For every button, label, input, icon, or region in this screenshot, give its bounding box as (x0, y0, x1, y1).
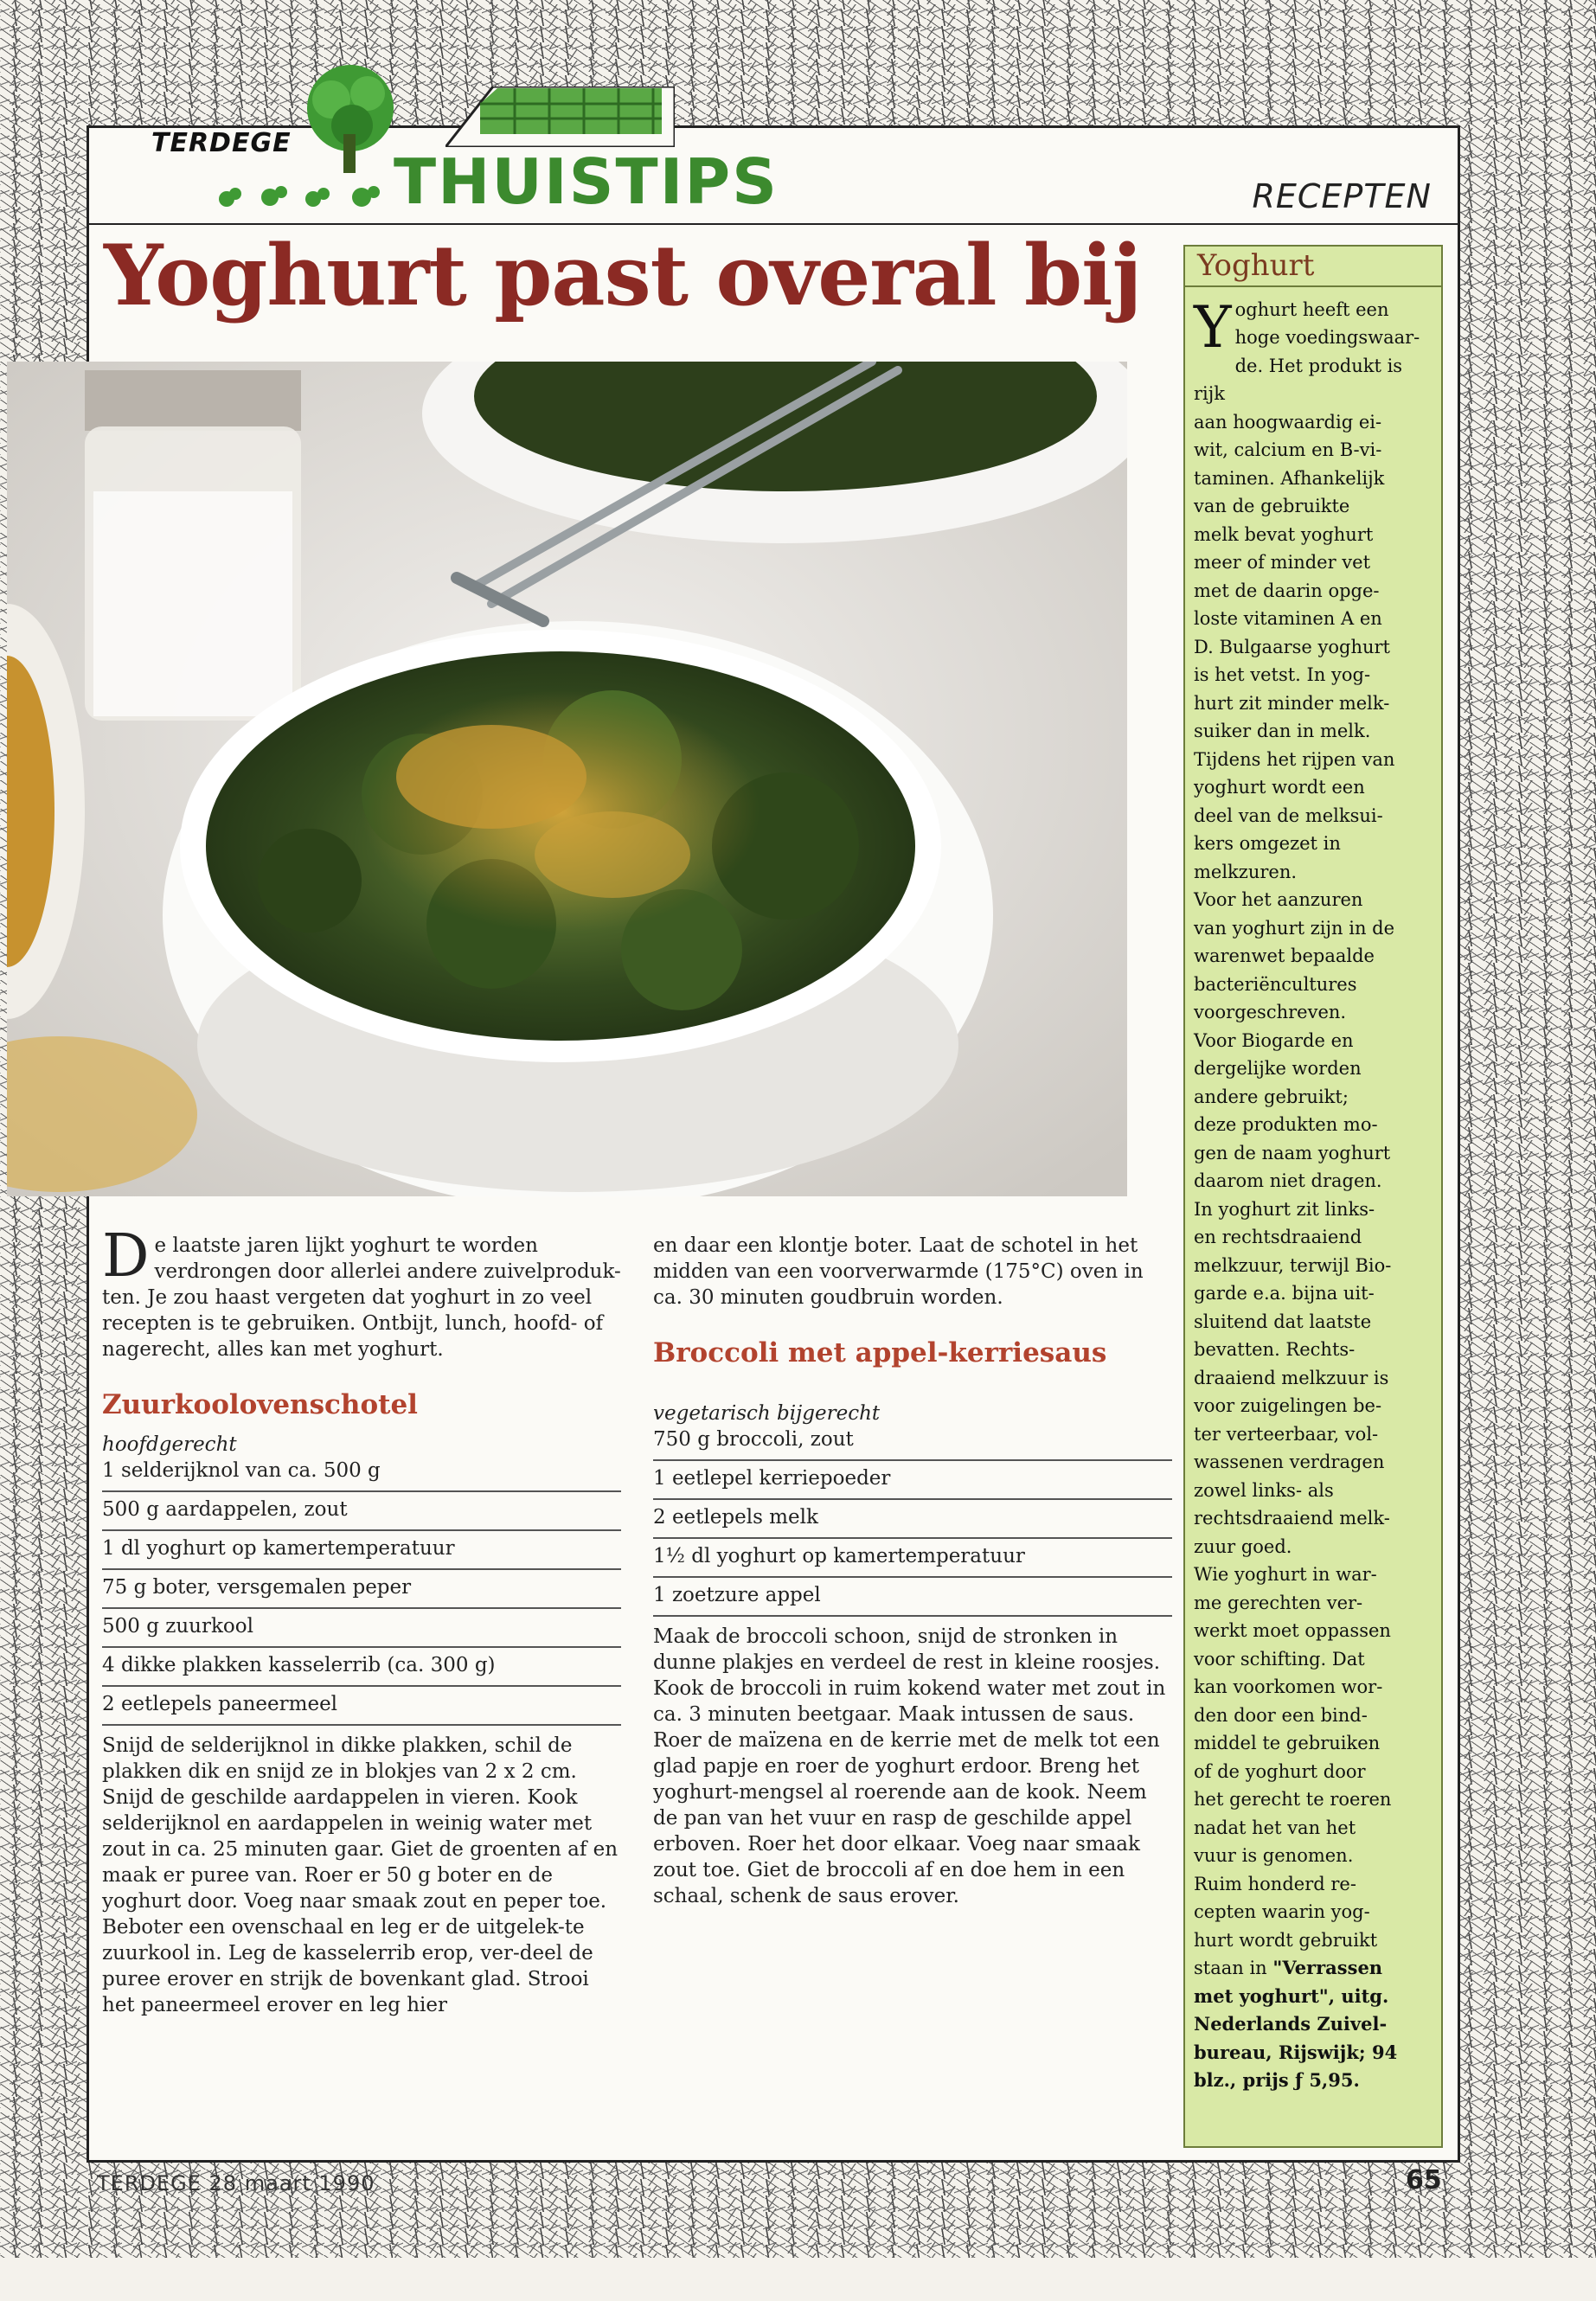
tree-logo-icon (298, 61, 402, 173)
sidebar-dropcap: Y (1194, 293, 1232, 361)
article-title: Yoghurt past overal bij (104, 227, 1142, 324)
ingredient-item: 1 eetlepel kerriepoeder (653, 1461, 1172, 1500)
house-roof-icon (445, 87, 675, 147)
page-number: 65 (1406, 2165, 1442, 2195)
recipe1-title: Zuurkoolovenschotel (102, 1389, 418, 1420)
column-left (102, 1222, 621, 2018)
brand-terdege: TERDEGE (151, 128, 292, 158)
ingredient-item: 500 g aardappelen, zout (102, 1492, 621, 1531)
ingredient-item: 1 dl yoghurt op kamertemperatuur (102, 1531, 621, 1570)
recipe2-ingredients (653, 1426, 1172, 1617)
ingredient-item: 750 g broccoli, zout (653, 1426, 1172, 1461)
recipe1-method: Snijd de selderijknol in dikke plakken, schil de plakken dik en snijd ze in blokjes van 2 x 2 cm. Snijd de geschilde aardappelen in vieren. Kook selderijknol en aardappelen in weinig water met zout in ca. 25 minuten gaar. Giet de groenten af en maak er puree van. Roer er 50 g boter en de yoghurt door. Voeg naar smaak zout en peper toe. Beboter een ovenschaal en leg er de uitgelek-te zuurkool in. Leg de kasselerrib erop, ver-deel de puree erover en strijk de bovenkant glad. Strooi het paneermeel erover en leg hier (102, 1734, 619, 2016)
intro-dropcap: D (102, 1222, 150, 1291)
broccoli-bowl-icon (7, 362, 1127, 1196)
sidebar-book-reference: "Verrassen met yoghurt", uitg. Nederlands Zuivel- bureau, Rijswijk; 94 blz., prijs ƒ 5,95. (1194, 1957, 1398, 2091)
brand-thuistips: THUISTIPS (394, 145, 779, 218)
section-label: RECEPTEN (1252, 177, 1432, 215)
intro-text: e laatste jaren lijkt yoghurt te worden verdrongen door allerlei andere zuivelproduk-ten. Je zou haast vergeten dat yoghurt in zo veel recepten is te gebruiken. Ontbijt, lunch, hoofd- of nagerecht, alles kan met yoghurt. (102, 1234, 621, 1361)
ingredient-item: 1 zoetzure appel (653, 1578, 1172, 1617)
recipe1-ingredients (102, 1458, 621, 1726)
sidebar-yoghurt-info (1183, 245, 1443, 2148)
recipe1-continuation: en daar een klontje boter. Laat de schotel in het midden van een voorverwarmde (175°C) oven in ca. 30 minuten goudbruin worden. (653, 1234, 1144, 1309)
recipe2-method: Maak de broccoli schoon, snijd de stronken in dunne plakjes en verdeel de rest in kleine roosjes. Kook de broccoli in ruim kokend water met zout in ca. 3 minuten beetgaar. Maak intussen de saus. Roer de maïzena en de kerrie met de melk tot een glad papje en roer de yoghurt erdoor. Breng het yoghurt-mengsel al roerende aan de kook. Neem de pan van het vuur en rasp de geschilde appel erboven. Roer het door elkaar. Voeg naar smaak zout toe. Giet de broccoli af en doe hem in een schaal, schenk de saus erover. (653, 1625, 1166, 1907)
ingredient-item: 1 selderijknol van ca. 500 g (102, 1458, 621, 1492)
header-divider (87, 223, 1460, 225)
column-right (653, 1233, 1172, 1909)
ingredient-item: 2 eetlepels melk (653, 1500, 1172, 1539)
sidebar-text (1194, 293, 1433, 2095)
ingredient-item: 2 eetlepels paneermeel (102, 1687, 621, 1726)
recipe2-title: Broccoli met appel-kerriesaus (653, 1337, 1107, 1368)
sidebar-body: oghurt heeft een hoge voedingswaar- de. Het produkt is rijk aan hoogwaardig ei- wit, calcium en B-vi- taminen. Afhankelijk van de gebruikte melk bevat yoghurt meer of minder vet met de daarin opge- loste vitaminen A en D. Bulgaarse yoghurt is het vetst. In yog- hurt zit minder melk- suiker dan in melk. Tijdens het rijpen van yoghurt wordt een deel van de melksui- kers omgezet in melkzuren. Voor het aanzuren van yoghurt zijn in de warenwet bepaalde bacteriëncultures voorgeschreven. Voor Biogarde en dergelijke worden andere gebruikt; deze produkten mo- gen de naam yoghurt daarom niet dragen. In yoghurt zit links- en rechtsdraaiend melkzuur, terwijl Bio- garde e.a. bijna uit- sluitend dat laatste bevatten. Rechts- draaiend melkzuur is voor zuigelingen be- ter verteerbaar, vol- wassenen verdragen zowel links- als rechtsdraaiend melk- zuur goed. Wie yoghurt in war- me gerechten ver- werkt moet oppassen voor schifting. Dat kan voorkomen wor- den door een bind- middel te gebruiken of de yoghurt door het gerecht te roeren nadat het van het vuur is genomen. Ruim honderd re- cepten waarin yog- hurt wordt gebruikt staan in (1194, 298, 1420, 1978)
footer-issue: TERDEGE 28 maart 1990 (97, 2171, 375, 2195)
ingredient-item: 4 dikke plakken kasselerrib (ca. 300 g) (102, 1648, 621, 1687)
ingredient-item: 500 g zuurkool (102, 1609, 621, 1648)
recipe2-type: vegetarisch bijgerecht (653, 1402, 881, 1425)
sidebar-title: Yoghurt (1185, 247, 1441, 287)
ingredient-item: 75 g boter, versgemalen peper (102, 1570, 621, 1609)
leaf-ornament-icon (216, 180, 389, 215)
ingredient-item: 1½ dl yoghurt op kamertemperatuur (653, 1539, 1172, 1578)
bottom-margin (0, 2258, 1596, 2301)
intro-paragraph (102, 1222, 621, 1362)
broccoli-photo (7, 362, 1127, 1196)
recipe1-type: hoofdgerecht (102, 1433, 237, 1456)
